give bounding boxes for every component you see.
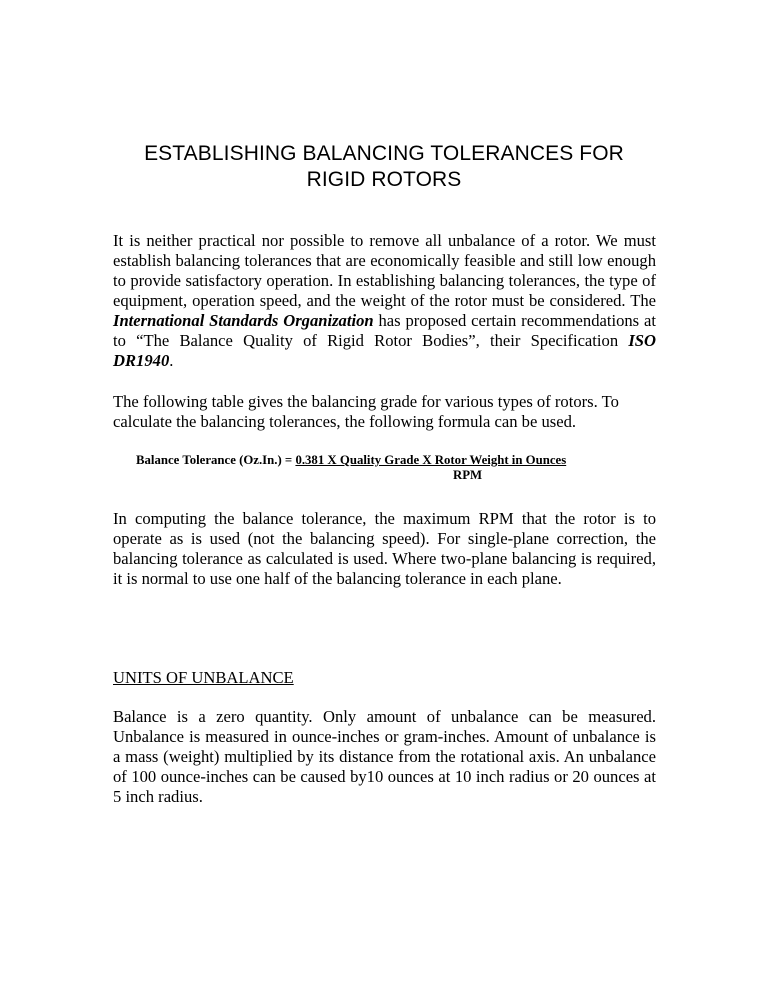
formula-lhs: Balance Tolerance (Oz.In.) = <box>136 453 296 467</box>
page-title <box>100 141 668 193</box>
computing-paragraph: In computing the balance tolerance, the maximum RPM that the rotor is to operate as is used (not the balancing speed). For single-plane correction, the balancing tolerance as calculated is used. Where two-plane balancing is required, it is normal to use one half of the balancing tolerance in each plane. <box>113 509 656 588</box>
intro-text-c: . <box>169 351 174 370</box>
formula-numerator: 0.381 X Quality Grade X Rotor Weight in Ounces <box>295 453 567 467</box>
intro-text-b: has proposed certain recommendations at to “The Balance Quality of Rigid Rotor Bodies”, their Specification <box>113 311 656 350</box>
table-intro-paragraph: The following table gives the balancing grade for various types of rotors. To calculate the balancing tolerances, the following formula can be used. <box>113 392 619 431</box>
formula-denominator: RPM <box>453 468 483 482</box>
page-title-line-2: RIGID ROTORS <box>306 168 462 191</box>
intro-text-a: It is neither practical nor possible to remove all unbalance of a rotor. We must establish balancing tolerances that are economically feasible and still low enough to provide satisfactory operation. In establishing balancing tolerances, the type of equipment, operation speed, and the weight of the rotor must be considered. The <box>113 231 656 310</box>
formula-line <box>100 453 668 468</box>
balance-tolerance-formula <box>100 453 668 483</box>
section-heading-units: UNITS OF UNBALANCE <box>113 668 294 687</box>
units-paragraph: Balance is a zero quantity. Only amount of unbalance can be measured. Unbalance is measured in ounce-inches or gram-inches. Amount of unbalance is a mass (weight) multiplied by its distance from the rotational axis. An unbalance of 100 ounce-inches can be caused by10 ounces at 10 inch radius or 20 ounces at 5 inch radius. <box>113 707 656 806</box>
specification-name: ISO DR1940 <box>113 331 656 370</box>
page-title-line-1: ESTABLISHING BALANCING TOLERANCES FOR <box>144 142 624 165</box>
organization-name: International Standards Organization <box>113 311 374 330</box>
intro-paragraph <box>113 231 656 371</box>
